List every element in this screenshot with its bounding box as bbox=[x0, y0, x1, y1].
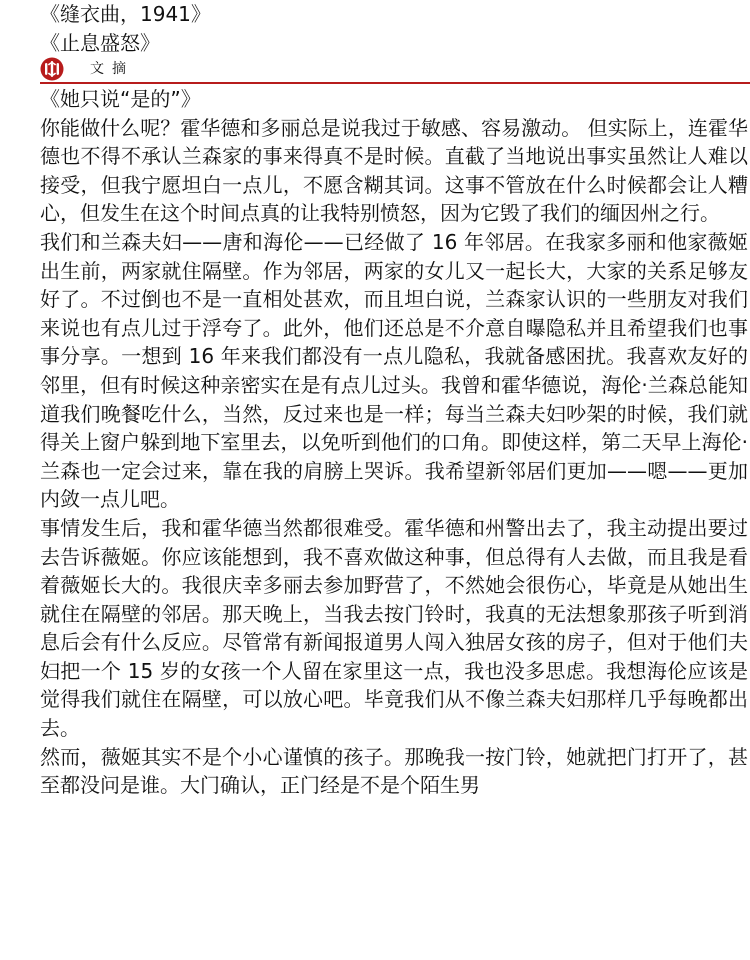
article-title: 《她只说“是的”》 bbox=[40, 87, 201, 111]
book-title-1: 《缝衣曲，1941》 bbox=[40, 2, 211, 26]
book-title-2: 《止息盛怒》 bbox=[40, 31, 160, 55]
paragraph: 事情发生后，我和霍华德当然都很难受。霍华德和州警出去了，我主动提出要过去告诉薇姬。你应该能想到，我不喜欢做这种事，但总得有人去做，而且我是看着薇姬长大的。我很庆幸多丽去参加野营了，不然她会很伤心，毕竟是从她出生就住在隔壁的邻居。那天晚上，当我去按门铃时，我真的无法想象那孩子听到消息后会有什么反应。尽管常有新闻报道男人闯入独居女孩的房子，但对于他们夫妇把一个 15 岁的女孩一个人留在家里这一点，我也没多思虑。我想海伦应该是觉得我们就住在隔壁，可以放心吧。毕竟我们从不像兰森夫妇那样几乎每晚都出去。 bbox=[40, 515, 748, 741]
citic-logo-icon bbox=[40, 57, 64, 81]
paragraph: 你能做什么呢？霍华德和多丽总是说我过于敏感、容易激动。 但实际上，连霍华德也不得不承认兰森家的事来得真不是时候。直截了当地说出事实虽然让人难以接受，但我宁愿坦白一点儿，不愿含糊其词。这事不管放在什么时候都会让人糟心，但发生在这个时间点真的让我特别愤怒，因为它毁了我们的缅因州之行。 bbox=[40, 115, 748, 226]
section-label: 文摘 bbox=[90, 61, 134, 77]
paragraph: 然而，薇姬其实不是个小心谨慎的孩子。那晚我一按门铃，她就把门打开了，甚至都没问是谁。大门确认，正门经是不是个陌生男 bbox=[40, 744, 748, 798]
article-body bbox=[40, 85, 748, 800]
section-header bbox=[40, 56, 750, 84]
paragraph: 我们和兰森夫妇——唐和海伦——已经做了 16 年邻居。在我家多丽和他家薇姬出生前，两家就住隔壁。作为邻居，两家的女儿又一起长大，大家的关系足够友好了。不过倒也不是一直相处甚欢，而且坦白说，兰森家认识的一些朋友对我们来说也有点儿过于浮夸了。此外，他们还总是不介意自曝隐私并且希望我们也事事分享。一想到 16 年来我们都没有一点儿隐私，我就备感困扰。我喜欢友好的邻里，但有时候这种亲密实在是有点儿过头。我曾和霍华德说，海伦·兰森总能知道我们晚餐吃什么，当然，反过来也是一样；每当兰森夫妇吵架的时候，我们就得关上窗户躲到地下室里去，以免听到他们的口角。即使这样，第二天早上海伦·兰森也一定会过来，靠在我的肩膀上哭诉。我希望新邻居们更加——嗯——更加内敛一点儿吧。 bbox=[40, 229, 748, 512]
